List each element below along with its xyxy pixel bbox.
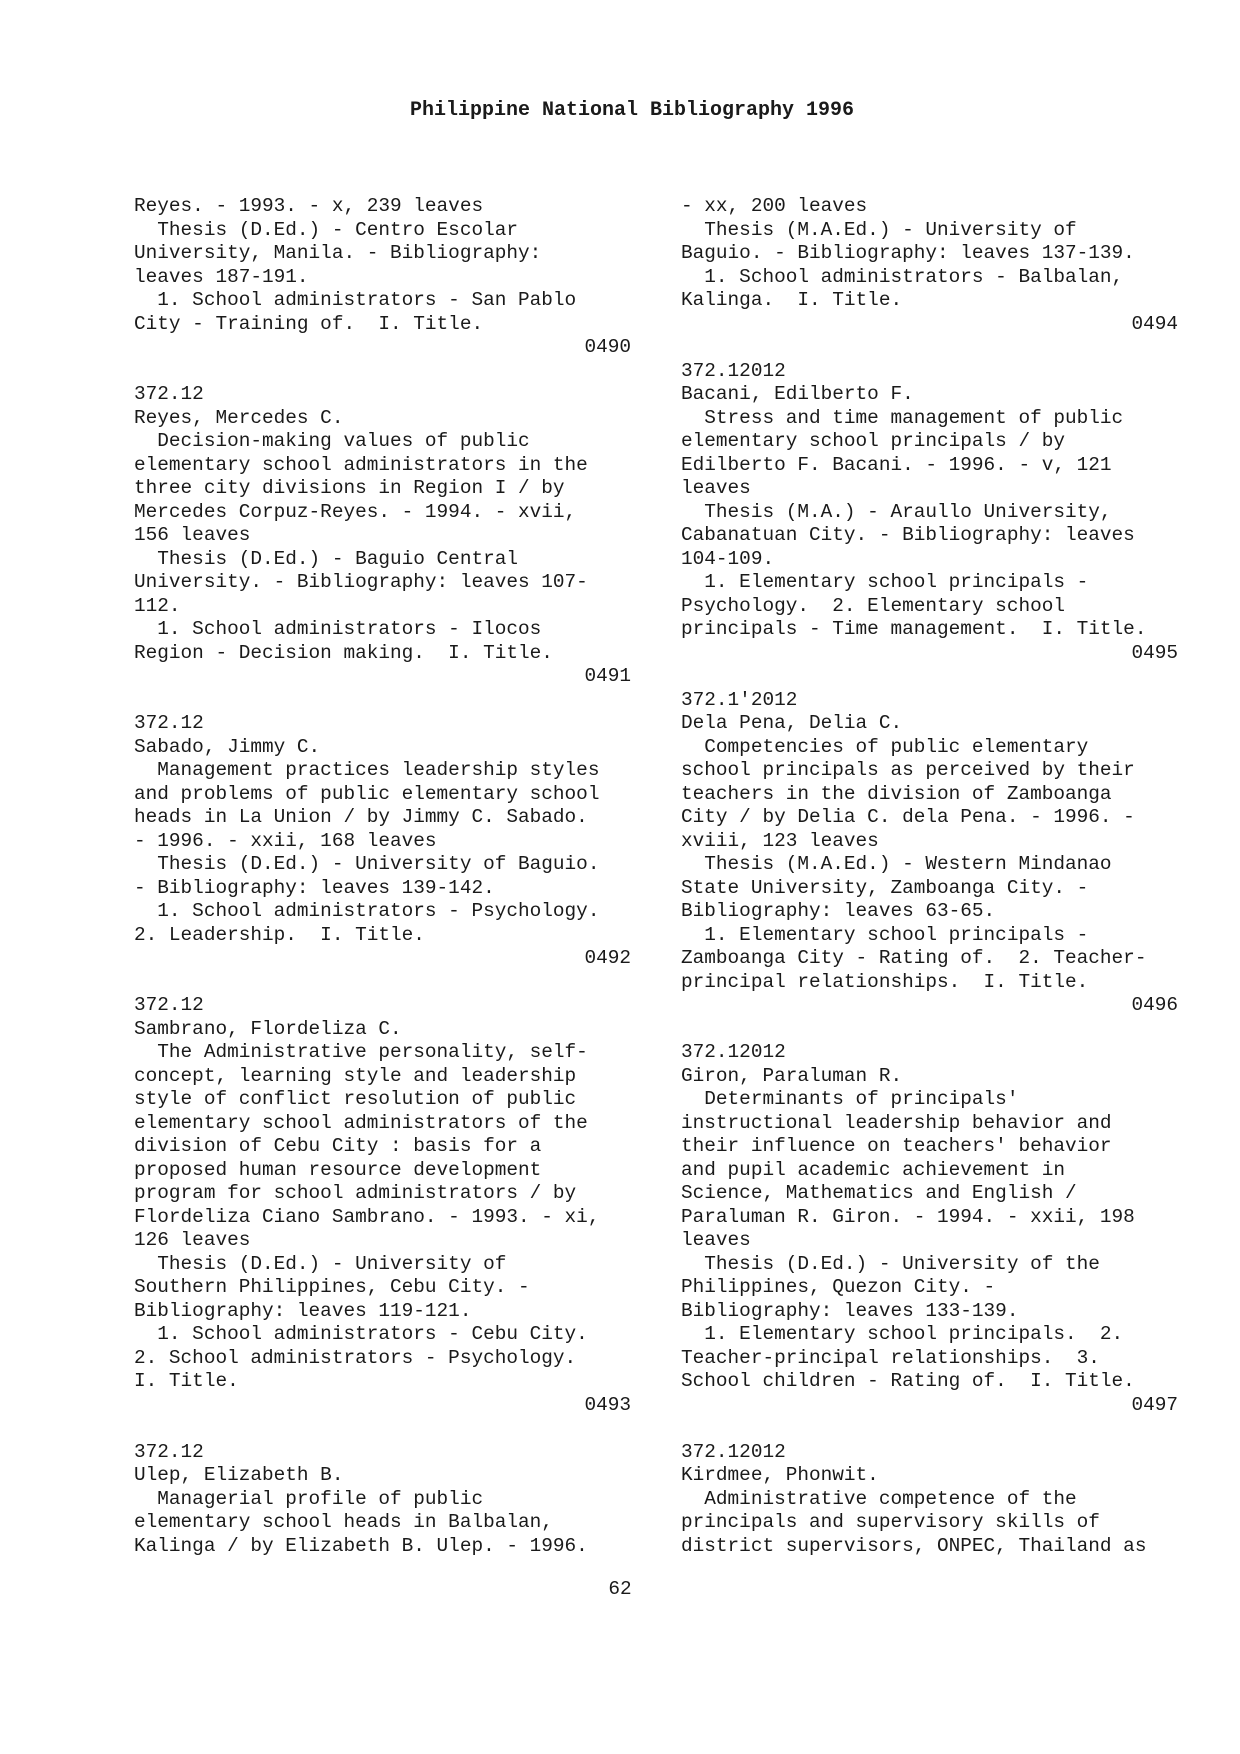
entry-line: 112. bbox=[134, 594, 181, 617]
entry-line: 372.12012 bbox=[681, 359, 786, 382]
entry-line: Kalinga. I. Title. bbox=[681, 289, 903, 311]
entry-line: Thesis (D.Ed.) - Centro Escolar bbox=[134, 218, 518, 241]
page-header bbox=[0, 72, 1240, 124]
entry-number: 0496 bbox=[1131, 994, 1178, 1016]
entry-line: Philippines, Quezon City. - bbox=[681, 1276, 996, 1298]
entry-line: Bacani, Edilberto F. bbox=[681, 383, 914, 405]
entry-line: 372.12 bbox=[134, 383, 204, 405]
entry-line: leaves bbox=[681, 1229, 751, 1251]
bibliography-entry bbox=[681, 1041, 1201, 1417]
entry-line: school principals as perceived by their bbox=[681, 759, 1135, 781]
entry-line: Managerial profile of public bbox=[134, 1487, 484, 1510]
entry-line: heads in La Union / by Jimmy C. Sabado. bbox=[134, 806, 588, 828]
entry-line: Management practices leadership styles bbox=[134, 759, 600, 781]
entry-line: proposed human resource development bbox=[134, 1158, 542, 1181]
entry-line: 1. School administrators - Cebu City. bbox=[134, 1323, 588, 1345]
entry-number: 0493 bbox=[584, 1393, 631, 1416]
page-title: Philippine National Bibliography 1996 bbox=[409, 99, 855, 122]
entry-line: elementary school administrators in the bbox=[134, 453, 588, 476]
entry-line: 2. School administrators - Psychology. bbox=[134, 1346, 577, 1369]
entry-line: instructional leadership behavior and bbox=[681, 1111, 1112, 1134]
entry-line: Flordeliza Ciano Sambrano. - 1993. - xi, bbox=[134, 1205, 600, 1228]
entry-line: Thesis (D.Ed.) - University of Baguio. bbox=[134, 853, 600, 875]
entry-line: Cabanatuan City. - Bibliography: leaves bbox=[681, 524, 1135, 546]
entry-line: principals and supervisory skills of bbox=[681, 1511, 1100, 1533]
entry-line: The Administrative personality, self- bbox=[134, 1041, 588, 1063]
entry-line: Science, Mathematics and English / bbox=[681, 1182, 1077, 1204]
entry-line: three city divisions in Region I / by bbox=[134, 477, 565, 499]
left-column bbox=[134, 195, 654, 1582]
entry-number: 0490 bbox=[584, 336, 631, 358]
entry-line: division of Cebu City : basis for a bbox=[134, 1135, 542, 1157]
entry-line: leaves 187-191. bbox=[134, 265, 309, 288]
bibliography-entry bbox=[681, 195, 1201, 336]
entry-line: Ulep, Elizabeth B. bbox=[134, 1464, 344, 1486]
entry-line: principals - Time management. I. Title. bbox=[681, 618, 1147, 640]
bibliography-entry bbox=[134, 712, 654, 971]
entry-line: University, Manila. - Bibliography: bbox=[134, 242, 542, 264]
entry-line: 1. School administrators - Balbalan, bbox=[681, 265, 1124, 288]
entry-line: Kalinga / by Elizabeth B. Ulep. - 1996. bbox=[134, 1534, 588, 1557]
entry-number: 0494 bbox=[1131, 312, 1178, 335]
entry-line: Thesis (D.Ed.) - University of the bbox=[681, 1252, 1100, 1275]
entry-line: Thesis (M.A.) - Araullo University, bbox=[681, 500, 1112, 523]
entry-line: Region - Decision making. I. Title. bbox=[134, 641, 553, 664]
entry-line: 372.12 bbox=[134, 712, 204, 734]
entry-line: 126 leaves bbox=[134, 1229, 251, 1251]
bibliography-entry bbox=[134, 383, 654, 689]
entry-line: Southern Philippines, Cebu City. - bbox=[134, 1276, 530, 1298]
entry-line: - xx, 200 leaves bbox=[681, 195, 868, 217]
entry-line: 1. Elementary school principals - bbox=[681, 923, 1089, 946]
bibliography-entry bbox=[681, 689, 1201, 1018]
right-column bbox=[681, 195, 1201, 1582]
entry-line: and problems of public elementary school bbox=[134, 782, 600, 805]
entry-line: program for school administrators / by bbox=[134, 1182, 577, 1204]
entry-number: 0495 bbox=[1131, 641, 1178, 664]
entry-line: teachers in the division of Zamboanga bbox=[681, 782, 1112, 805]
entry-line: 372.12 bbox=[134, 994, 204, 1016]
entry-line: Stress and time management of public bbox=[681, 406, 1124, 429]
entry-line: Thesis (M.A.Ed.) - University of bbox=[681, 218, 1077, 241]
entry-line: University. - Bibliography: leaves 107- bbox=[134, 571, 588, 593]
bibliography-entry bbox=[681, 1441, 1201, 1559]
entry-line: xviii, 123 leaves bbox=[681, 829, 879, 852]
entry-line: Bibliography: leaves 63-65. bbox=[681, 900, 996, 922]
entry-line: 1. School administrators - Psychology. bbox=[134, 900, 600, 922]
entry-line: Thesis (M.A.Ed.) - Western Mindanao bbox=[681, 853, 1112, 875]
entry-line: Mercedes Corpuz-Reyes. - 1994. - xvii, bbox=[134, 500, 577, 523]
entry-line: Sambrano, Flordeliza C. bbox=[134, 1017, 402, 1040]
entry-line: 1. School administrators - Ilocos bbox=[134, 618, 542, 640]
entry-line: 1. School administrators - San Pablo bbox=[134, 289, 577, 311]
entry-line: Reyes. - 1993. - x, 239 leaves bbox=[134, 195, 484, 217]
entry-line: 372.12012 bbox=[681, 1041, 786, 1063]
entry-line: Bibliography: leaves 119-121. bbox=[134, 1299, 472, 1322]
entry-line: - Bibliography: leaves 139-142. bbox=[134, 876, 495, 899]
entry-line: Decision-making values of public bbox=[134, 430, 530, 452]
entry-line: 1. Elementary school principals - bbox=[681, 571, 1089, 593]
entry-line: elementary school administrators of the bbox=[134, 1111, 588, 1134]
page-number: 62 bbox=[608, 1578, 632, 1600]
entry-line: 104-109. bbox=[681, 547, 775, 570]
entry-line: Competencies of public elementary bbox=[681, 735, 1089, 758]
entry-line: 2. Leadership. I. Title. bbox=[134, 923, 425, 946]
entry-number: 0497 bbox=[1131, 1393, 1178, 1416]
entry-line: and pupil academic achievement in bbox=[681, 1158, 1065, 1181]
entry-line: Edilberto F. Bacani. - 1996. - v, 121 bbox=[681, 453, 1112, 476]
entry-line: 372.12012 bbox=[681, 1440, 786, 1463]
entry-line: - 1996. - xxii, 168 leaves bbox=[134, 829, 437, 852]
entry-line: principal relationships. I. Title. bbox=[681, 970, 1089, 993]
entry-line: City - Training of. I. Title. bbox=[134, 312, 484, 335]
entry-line: 156 leaves bbox=[134, 524, 251, 546]
entry-line: elementary school principals / by bbox=[681, 430, 1065, 452]
entry-line: Zamboanga City - Rating of. 2. Teacher- bbox=[681, 947, 1147, 969]
entry-line: Thesis (D.Ed.) - University of bbox=[134, 1252, 507, 1275]
entry-number: 0491 bbox=[584, 665, 631, 687]
entry-line: Paraluman R. Giron. - 1994. - xxii, 198 bbox=[681, 1205, 1135, 1228]
entry-line: leaves bbox=[681, 477, 751, 499]
entry-line: Thesis (D.Ed.) - Baguio Central bbox=[134, 547, 518, 570]
entry-line: State University, Zamboanga City. - bbox=[681, 876, 1089, 899]
entry-line: 372.12 bbox=[134, 1440, 204, 1463]
entry-line: Psychology. 2. Elementary school bbox=[681, 594, 1065, 617]
entry-line: I. Title. bbox=[134, 1370, 239, 1392]
entry-line: Teacher-principal relationships. 3. bbox=[681, 1346, 1100, 1369]
entry-line: Giron, Paraluman R. bbox=[681, 1064, 903, 1087]
entry-line: Reyes, Mercedes C. bbox=[134, 406, 344, 429]
entry-line: Sabado, Jimmy C. bbox=[134, 735, 321, 758]
bibliography-entry bbox=[134, 1441, 654, 1559]
entry-line: 372.1'2012 bbox=[681, 688, 798, 711]
entry-line: Administrative competence of the bbox=[681, 1487, 1077, 1510]
entry-line: style of conflict resolution of public bbox=[134, 1088, 577, 1110]
entry-line: Baguio. - Bibliography: leaves 137-139. bbox=[681, 242, 1135, 264]
entry-line: School children - Rating of. I. Title. bbox=[681, 1370, 1135, 1392]
entry-line: Determinants of principals' bbox=[681, 1088, 1019, 1110]
entry-line: elementary school heads in Balbalan, bbox=[134, 1511, 553, 1533]
bibliography-entry bbox=[681, 360, 1201, 666]
entry-line: City / by Delia C. dela Pena. - 1996. - bbox=[681, 806, 1135, 828]
entry-line: Dela Pena, Delia C. bbox=[681, 712, 903, 734]
entry-line: their influence on teachers' behavior bbox=[681, 1135, 1112, 1157]
entry-line: Kirdmee, Phonwit. bbox=[681, 1464, 879, 1486]
entry-line: Bibliography: leaves 133-139. bbox=[681, 1299, 1019, 1322]
bibliography-entry bbox=[134, 195, 654, 360]
entry-number: 0492 bbox=[584, 947, 631, 969]
bibliography-entry bbox=[134, 994, 654, 1417]
entry-line: concept, learning style and leadership bbox=[134, 1064, 577, 1087]
entry-line: district supervisors, ONPEC, Thailand as bbox=[681, 1534, 1147, 1557]
entry-line: 1. Elementary school principals. 2. bbox=[681, 1323, 1124, 1345]
